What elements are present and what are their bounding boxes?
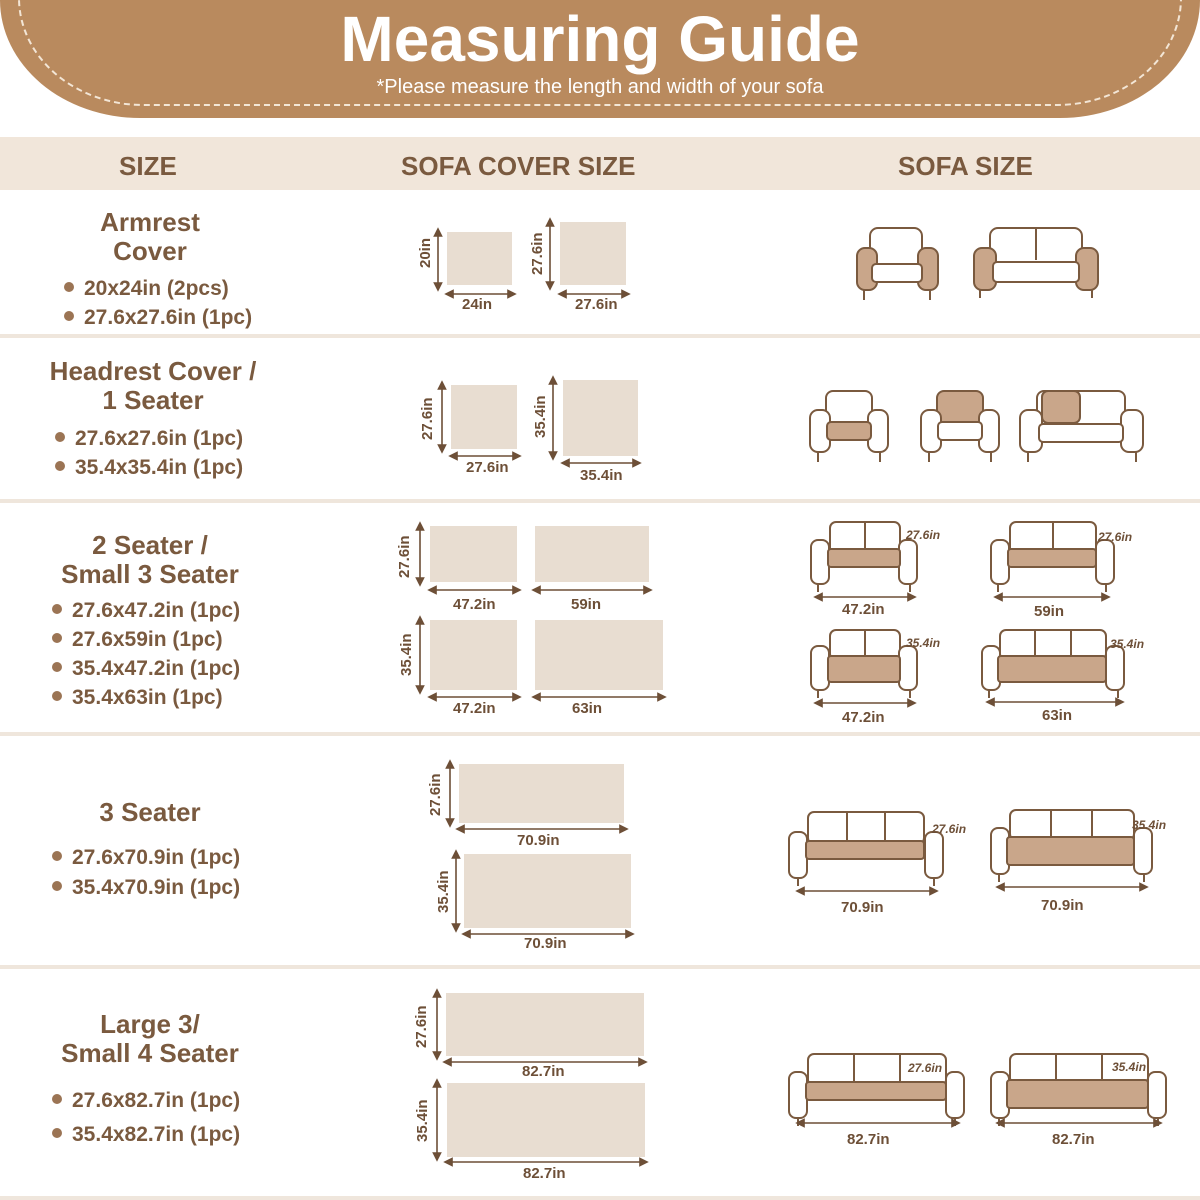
column-header-sofa: SOFA SIZE: [898, 151, 1033, 181]
column-header-cover: SOFA COVER SIZE: [401, 151, 636, 181]
size-title: Large 3/: [100, 1009, 200, 1039]
dimension-label: 59in: [571, 596, 602, 613]
size-title: Small 3 Seater: [61, 559, 239, 589]
sofa-depth-label: 35.4in: [906, 636, 941, 650]
list-item: 35.4x63in (1pc): [52, 683, 240, 712]
sofa-depth-label: 35.4in: [1110, 637, 1145, 651]
column-header-size: SIZE: [119, 151, 177, 181]
dimension-label: 70.9in: [517, 832, 560, 849]
dimension-label: 27.6in: [413, 1005, 430, 1048]
sofa-width-label: 47.2in: [842, 709, 885, 726]
sofa-width-label: 63in: [1042, 707, 1073, 724]
dimension-label: 35.4in: [435, 870, 452, 913]
list-item: 20x24in (2pcs): [64, 274, 252, 303]
list-item: 35.4x47.2in (1pc): [52, 654, 240, 683]
sofa-width-label: 47.2in: [842, 601, 885, 618]
list-item: 27.6x82.7in (1pc): [52, 1086, 240, 1115]
sofa-width-label: 82.7in: [847, 1131, 890, 1148]
list-item: 27.6x59in (1pc): [52, 625, 240, 654]
dimension-label: 47.2in: [453, 596, 496, 613]
size-title: 1 Seater: [102, 385, 204, 415]
list-item: 35.4x82.7in (1pc): [52, 1120, 240, 1149]
size-title: Headrest Cover /: [49, 356, 257, 386]
dimension-label: 70.9in: [524, 935, 567, 952]
size-title: Cover: [113, 236, 187, 266]
dimension-label: 82.7in: [522, 1063, 565, 1080]
page-subtitle: *Please measure the length and width of your sofa: [376, 76, 824, 98]
dimension-label: 20in: [417, 237, 434, 268]
size-title: Small 4 Seater: [61, 1038, 239, 1068]
dimension-label: 35.4in: [580, 467, 623, 484]
sofa-depth-label: 27.6in: [906, 528, 941, 542]
size-title: 2 Seater /: [92, 530, 208, 560]
sofa-depth-label: 35.4in: [1132, 818, 1167, 832]
sofa-width-label: 59in: [1034, 603, 1065, 620]
list-item: 27.6x47.2in (1pc): [52, 596, 240, 625]
sofa-width-label: 70.9in: [1041, 897, 1084, 914]
sofa-width-label: 82.7in: [1052, 1131, 1095, 1148]
list-item: 35.4x70.9in (1pc): [52, 873, 240, 902]
size-title: Armrest: [100, 207, 200, 237]
dimension-label: 35.4in: [414, 1099, 431, 1142]
dimension-label: 35.4in: [398, 633, 415, 676]
dimension-label: 27.6in: [466, 459, 509, 476]
sofa-depth-label: 35.4in: [1112, 1060, 1147, 1074]
sofa-depth-label: 27.6in: [932, 822, 967, 836]
sofa-depth-label: 27.6in: [908, 1061, 943, 1075]
dimension-label: 27.6in: [575, 296, 618, 313]
size-title: 3 Seater: [99, 797, 201, 827]
dimension-label: 82.7in: [523, 1165, 566, 1182]
dimension-label: 35.4in: [532, 395, 549, 438]
dimension-label: 27.6in: [427, 773, 444, 816]
list-item: 35.4x35.4in (1pc): [55, 453, 243, 482]
dimension-label: 24in: [462, 296, 493, 313]
sofa-depth-label: 27.6in: [1098, 530, 1133, 544]
dimension-label: 27.6in: [529, 232, 546, 275]
page-title: Measuring Guide: [340, 3, 860, 75]
dimension-label: 47.2in: [453, 700, 496, 717]
dimension-label: 27.6in: [396, 535, 413, 578]
list-item: 27.6x70.9in (1pc): [52, 843, 240, 872]
sofa-width-label: 70.9in: [841, 899, 884, 916]
list-item: 27.6x27.6in (1pc): [64, 303, 252, 332]
dimension-label: 63in: [572, 700, 603, 717]
list-item: 27.6x27.6in (1pc): [55, 424, 243, 453]
dimension-label: 27.6in: [419, 397, 436, 440]
